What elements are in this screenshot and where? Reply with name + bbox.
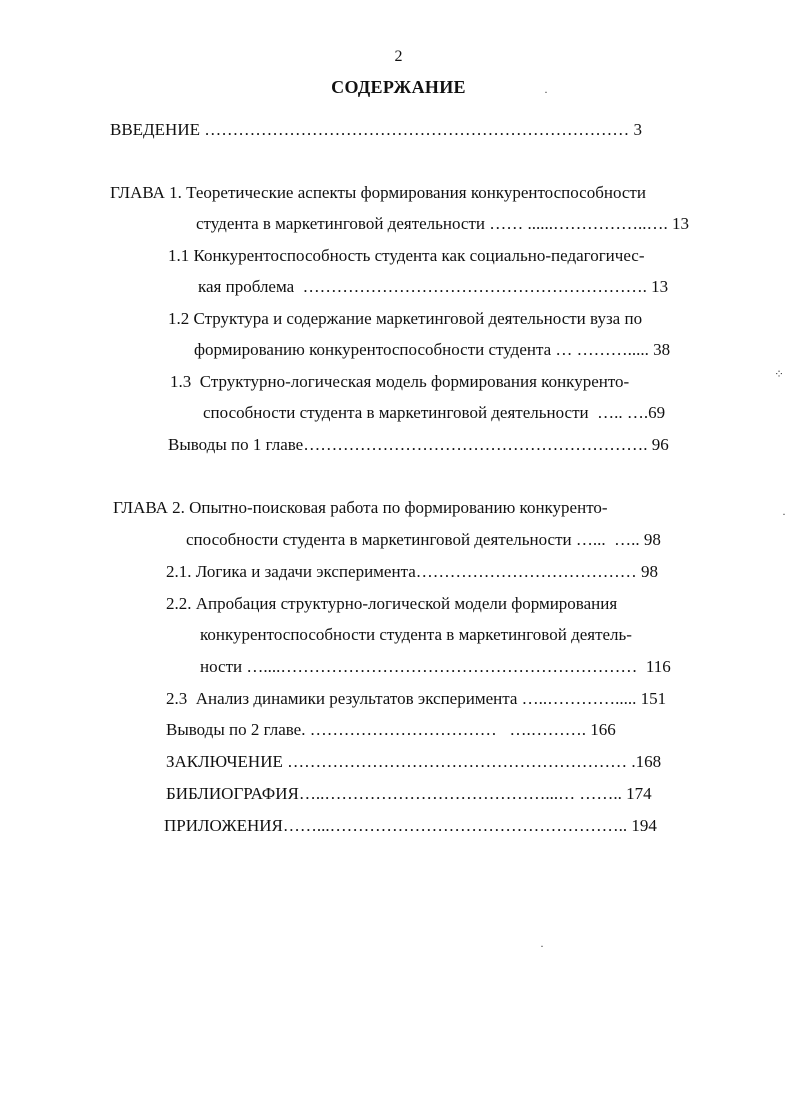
toc-entry-bibliography: БИБЛИОГРАФИЯ…..…………………………………...… …….. 174 (166, 784, 652, 803)
scan-speck: · (540, 939, 544, 953)
toc-section-2-2-line-3: ности …....……………………………………………………… 116 (200, 657, 671, 676)
toc-chapter-1-line-1: ГЛАВА 1. Теоретические аспекты формирования конкурентоспособности (110, 183, 646, 202)
toc-section-1-1-line-2: кая проблема ……………………………………………………. 13 (198, 277, 669, 296)
toc-section-2-2-line-1: 2.2. Апробация структурно-логической модели формирования (166, 594, 618, 613)
toc-entry-appendix: ПРИЛОЖЕНИЯ……...…………………………………………….. 194 (164, 816, 657, 835)
toc-section-2-1: 2.1. Логика и задачи эксперимента………………………………… 98 (166, 562, 658, 581)
page-title: СОДЕРЖАНИЕ (331, 77, 466, 97)
toc-section-1-2-line-2: формированию конкурентоспособности студента … ………..... 38 (194, 340, 671, 359)
page-number: 2 (394, 48, 403, 65)
scan-speck: · (544, 85, 548, 99)
toc-section-2-2-line-2: конкурентоспособности студента в маркетинговой деятель- (200, 625, 632, 644)
toc-section-1-3-line-1: 1.3 Структурно-логическая модель формирования конкуренто- (170, 372, 630, 391)
toc-conclusions-chapter-1: Выводы по 1 главе……………………………………………………. 96 (168, 435, 669, 454)
toc-section-1-1-line-1: 1.1 Конкурентоспособность студента как социально-педагогичес- (168, 246, 645, 265)
scan-speck: ⁘ (774, 367, 785, 381)
toc-chapter-2-line-1: ГЛАВА 2. Опытно-поисковая работа по формированию конкуренто- (113, 498, 608, 517)
scan-speck: · (782, 507, 786, 521)
toc-entry-conclusion: ЗАКЛЮЧЕНИЕ …………………………………………………… .168 (166, 752, 662, 771)
toc-section-1-3-line-2: способности студента в маркетинговой деятельности ….. ….69 (203, 403, 666, 422)
toc-entry-intro: ВВЕДЕНИЕ ………………………………………………………………… 3 (110, 120, 642, 139)
toc-conclusions-chapter-2: Выводы по 2 главе. …………………………… ….………. 166 (166, 720, 616, 739)
toc-section-2-3: 2.3 Анализ динамики результатов эксперимента …..…………..... 151 (166, 689, 667, 708)
toc-section-1-2-line-1: 1.2 Структура и содержание маркетинговой деятельности вуза по (168, 309, 643, 328)
toc-chapter-1-line-2: студента в маркетинговой деятельности …… ......……………..…. 13 (196, 214, 689, 233)
toc-chapter-2-line-2: способности студента в маркетинговой деятельности …... ….. 98 (186, 530, 661, 549)
